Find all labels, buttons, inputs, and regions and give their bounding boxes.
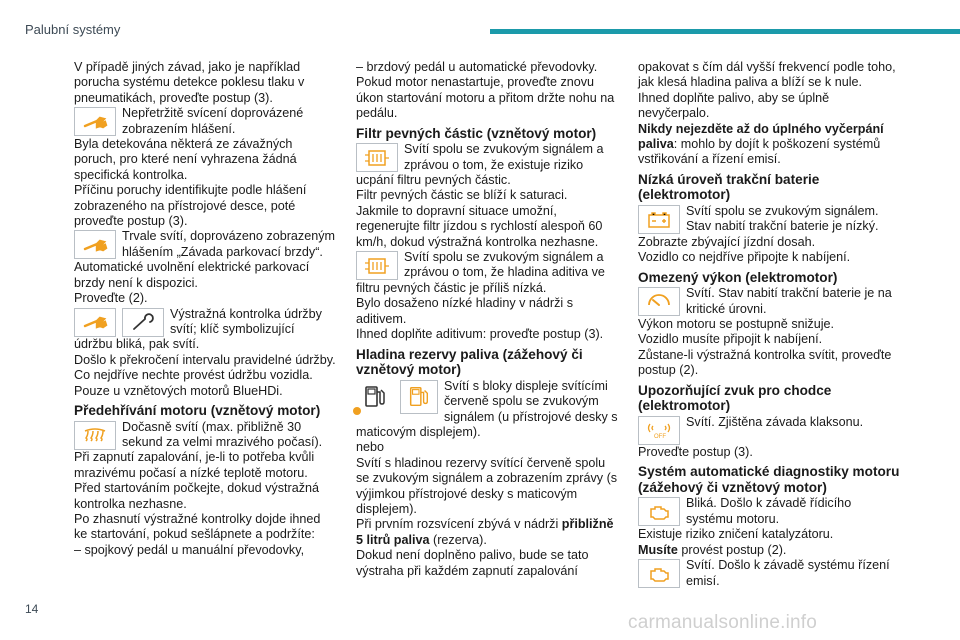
paragraph: Byla detekována některá ze závažných poruch, pro které není vyhrazena žádná specifická kontrolka.: [74, 137, 297, 182]
warning-item: [638, 415, 900, 445]
warning-text: Svítí. Zjištěna závada klaksonu.: [686, 414, 864, 429]
section-heading: Hladina rezervy paliva (zážehový či vznětový motor): [356, 346, 583, 378]
paragraph: Jakmile to dopravní situace umožní, regenerujte filtr jízdou s rychlostí alespoň 60 km/h, dokud výstražná kontrolka nezhasne.: [356, 203, 603, 249]
paragraph: Došlo k překročení intervalu pravidelné údržby.: [74, 352, 336, 367]
warning-text: Svítí s bloky displeje svítícími červeně spolu se zvukovým signálem (u přístrojové desky s maticovým displejem).: [356, 378, 618, 439]
header-accent-bar: [490, 29, 960, 34]
bold-text: Nikdy nejezděte až do úplného vyčerpání paliva: [638, 121, 884, 152]
warning-text: Výstražná kontrolka údržby svítí; klíč symbolizující údržbu bliká, pak svítí.: [74, 306, 322, 352]
text-span: : mohlo by dojít k poškození systémů vstřikování a řízení emisí.: [638, 137, 881, 167]
paragraph: Zůstane-li výstražná kontrolka svítit, proveďte postup (2).: [638, 347, 892, 378]
engine-check-icon: [638, 559, 680, 588]
warning-item: [74, 307, 336, 353]
warning-text: Trvale svítí, doprovázeno zobrazeným hlášením „Závada parkovací brzdy“.: [122, 229, 336, 259]
paragraph: Ihned doplňte palivo, aby se úplně nevyčerpalo.: [638, 90, 830, 121]
fuel-pump-icon: [356, 380, 394, 414]
paragraph: Automatické uvolnění elektrické parkovací brzdy není k dispozici.: [74, 260, 310, 290]
low-fuel-lamp-icon: [353, 407, 361, 415]
paragraph: [638, 543, 900, 558]
glow-plug-icon: [74, 421, 116, 450]
text-span: provést postup (2).: [677, 542, 787, 557]
section-heading: Nízká úroveň trakční baterie (elektromotor): [638, 171, 820, 203]
text-span: (rezerva).: [429, 532, 487, 547]
warning-text: Svítí spolu se zvukovým signálem a zprávou o tom, že hladina aditiva ve filtru pevných částic je příliš nízká.: [356, 250, 605, 295]
traction-battery-icon: [638, 205, 680, 234]
particle-filter-icon: [356, 143, 398, 172]
paragraph: [638, 122, 900, 168]
pedestrian-sound-off-icon: [638, 416, 680, 445]
section-heading: Filtr pevných částic (vznětový motor): [356, 125, 597, 141]
warning-text: Svítí. Došlo k závadě systému řízení emisí.: [686, 558, 890, 588]
paragraph: Výkon motoru se postupně snižuje.: [638, 317, 835, 332]
paragraph: Vozidlo co nejdříve připojte k nabíjení.: [638, 250, 851, 265]
section-heading: Systém automatické diagnostiky motoru (zážehový či vznětový motor): [638, 464, 900, 495]
warning-text: Svítí. Stav nabití trakční baterie je na kritické úrovni.: [686, 286, 892, 316]
bold-text: Musíte: [638, 542, 678, 557]
section-heading: Předehřívání motoru (vznětový motor): [74, 402, 321, 418]
page-number: 14: [25, 602, 39, 616]
paragraph: Proveďte postup (3).: [638, 444, 753, 459]
paragraph: Před startováním počkejte, dokud výstražná kontrolka nezhasne.: [74, 481, 320, 511]
warning-item: [638, 496, 900, 527]
paragraph: Dokud není doplněno palivo, bude se tato výstraha při každém zapnutí zapalování: [356, 548, 589, 578]
paragraph: Proveďte (2).: [74, 291, 148, 306]
paragraph: – spojkový pedál u manuální převodovky,: [74, 542, 305, 557]
section-heading: Omezený výkon (elektromotor): [638, 269, 838, 285]
paragraph: Pokud motor nenastartuje, proveďte znovu úkon startování motoru a přitom držte nohu na pedálu.: [356, 75, 615, 121]
reduced-power-icon: [638, 287, 680, 316]
watermark: carmanualsonline.info: [628, 612, 818, 633]
warning-item: [356, 250, 619, 296]
paragraph: Filtr pevných částic se blíží k saturaci.: [356, 188, 568, 203]
wrench-warning-icon: [74, 107, 116, 136]
paragraph: Co nejdříve nechte provést údržbu vozidla.: [74, 368, 313, 383]
warning-text: Svítí spolu se zvukovým signálem. Stav nabití trakční baterie je nízký.: [686, 204, 879, 234]
maintenance-wrench-icon: [122, 308, 164, 337]
wrench-warning-icon: [74, 230, 116, 259]
wrench-warning-icon: [74, 308, 116, 337]
paragraph: Zobrazte zbývající jízdní dosah.: [638, 234, 816, 249]
column-1: [74, 60, 336, 558]
paragraph: Ihned doplňte aditivum: proveďte postup (3).: [356, 327, 604, 342]
paragraph: Bylo dosaženo nízké hladiny v nádrži s aditivem.: [356, 296, 574, 326]
section-heading: Upozorňující zvuk pro chodce (elektromotor): [638, 382, 832, 414]
paragraph: V případě jiných závad, jako je například porucha systému detekce poklesu tlaku v pneumatikách, proveďte postup (3).: [74, 60, 305, 105]
warning-item: [638, 286, 900, 317]
fuel-pump-warning-icon: [400, 380, 438, 414]
paragraph: Příčinu poruchy identifikujte podle hlášení zobrazeného na přístrojové desce, poté proveďte postup (3).: [74, 183, 307, 229]
paragraph: opakovat s čím dál vyšší frekvencí podle toho, jak klesá hladina paliva a blíží se k nule.: [638, 60, 896, 90]
paragraph: Svítí s hladinou rezervy svítící červeně spolu se zvukovým signálem a zobrazením zprávy (s výjimkou přístrojové desky s maticovým displejem).: [356, 455, 618, 516]
paragraph: – brzdový pedál u automatické převodovky.: [356, 60, 598, 74]
engine-check-icon: [638, 497, 680, 526]
bold-text: přibližně 5 litrů paliva: [356, 517, 614, 547]
paragraph: Při zapnutí zapalování, je-li to potřeba kvůli mrazivému počasí a nízké teplotě motoru.: [74, 450, 315, 480]
paragraph: Vozidlo musíte připojit k nabíjení.: [638, 332, 823, 347]
paragraph: [356, 517, 619, 548]
paragraph: nebo: [356, 440, 385, 455]
warning-text: Bliká. Došlo k závadě řídicího systému motoru.: [686, 496, 852, 526]
svg-text:OFF: OFF: [654, 434, 666, 441]
paragraph: Existuje riziko zničení katalyzátoru.: [638, 527, 834, 542]
warning-text: Nepřetržitě svícení doprovázené zobrazením hlášení.: [122, 106, 304, 136]
warning-item: [74, 106, 336, 137]
warning-text: Dočasně svítí (max. přibližně 30 sekund za velmi mrazivého počasí).: [122, 419, 323, 449]
warning-item: [356, 142, 619, 188]
text-span: Při prvním rozsvícení zbývá v nádrži: [356, 517, 562, 532]
warning-item: [74, 420, 336, 451]
warning-item: [638, 558, 900, 589]
paragraph: Pouze u vznětových motorů BlueHDi.: [74, 383, 283, 398]
column-3: [638, 60, 900, 589]
paragraph: Po zhasnutí výstražné kontrolky dojde ihned ke startování, pokud sešlápnete a podržíte:: [74, 511, 321, 542]
warning-item: [356, 379, 619, 441]
warning-text: Svítí spolu se zvukovým signálem a zprávou o tom, že existuje riziko ucpání filtru pevných částic.: [356, 142, 604, 188]
particle-filter-icon: [356, 251, 398, 280]
warning-item: [638, 204, 900, 235]
warning-item: [74, 229, 336, 260]
section-title: Palubní systémy: [25, 22, 121, 37]
column-2: [356, 60, 619, 579]
